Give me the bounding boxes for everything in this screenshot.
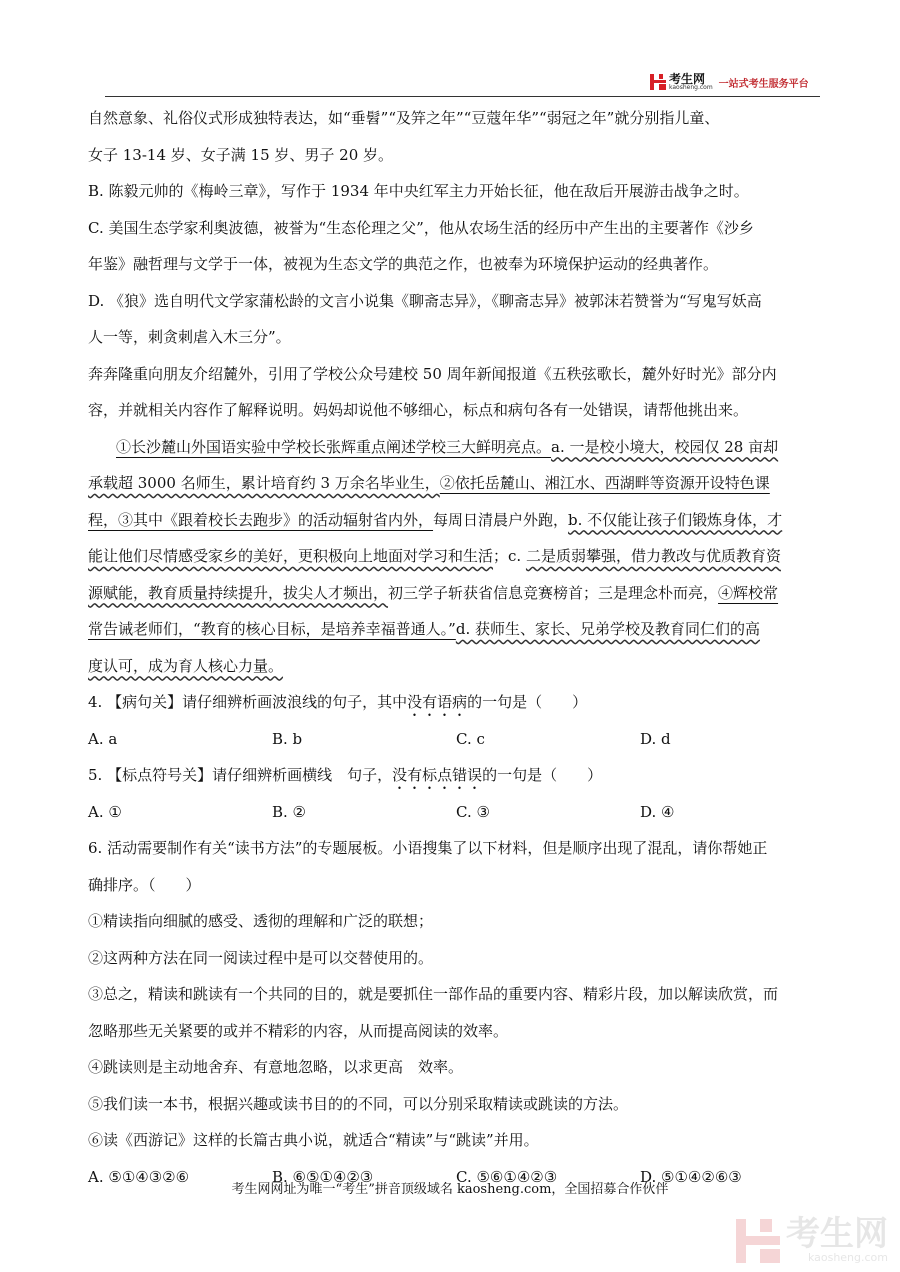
underlined-sentence: 常告诫老师们，“教育的核心目标，是培养幸福普通人。” (88, 620, 456, 638)
wavy-sentence: 二是质弱攀强，借力教改与优质教育资 (525, 547, 781, 565)
option-d-text: D. 《狼》选自明代文学家蒲松龄的文言小说集《聊斋志异》，《聊斋志异》被郭沫若赞誉为“写鬼写妖高 (88, 291, 762, 310)
option-a[interactable]: A. ① (88, 802, 122, 821)
text-line: 容，并就相关内容作了解释说明。妈妈却说他不够细心，标点和病句各有一处错误，请帮他挑出来。 (88, 401, 749, 419)
document-body (88, 100, 828, 1195)
sentence-5: ⑤我们读一本书，根据兴趣或读书目的的不同，可以分别采取精读或跳读的方法。 (88, 1094, 629, 1113)
intro-text: 奔奔隆重向朋友介绍麓外，引用了学校公众号建校 50 周年新闻报道《五秩弦歌长，麓外好时光》部分内 (88, 364, 777, 383)
option-d[interactable]: D. ④ (640, 802, 675, 821)
passage-line (88, 648, 828, 685)
option-c-text: C. 美国生态学家利奥波德，被誉为“生态伦理之父”，他从农场生活的经历中产生出的主要著作《沙乡 (88, 218, 754, 237)
question-4-stem: 4. 【病句关】请仔细辨析画波浪线的句子，其中没有语病的一句是（ ） (88, 693, 588, 711)
option-a[interactable]: A. a (88, 729, 118, 748)
passage-line (88, 465, 828, 502)
passage-line (88, 502, 828, 539)
wavy-sentence: 承载超 3000 名师生，累计培育约 3 万余名毕业生， (88, 474, 440, 492)
sentence-6: ⑥读《西游记》这样的长篇古典小说，就适合“精读”与“跳读”并用。 (88, 1131, 539, 1149)
question-6-stem: 6. 活动需要制作有关“读书方法”的专题展板。小语搜集了以下材料，但是顺序出现了混乱，请你帮她正 (88, 839, 768, 857)
option-a[interactable]: A. ⑤①④③②⑥ (88, 1167, 190, 1186)
text-line: 女子 13-14 岁、女子满 15 岁、男子 20 岁。 (88, 145, 394, 164)
sentence-4: ④跳读则是主动地舍弃、有意地忽略，以求更高 效率。 (88, 1058, 464, 1076)
header-divider (105, 96, 820, 97)
plain-text: ；c. (493, 547, 526, 565)
text-line: 人一等，刺贪刺虐入木三分”。 (88, 328, 291, 346)
logo-domain: kaosheng.com (669, 84, 713, 91)
option-c[interactable]: C. c (456, 729, 485, 748)
question-4-options (88, 721, 828, 758)
watermark-logo-icon (736, 1219, 780, 1263)
news-passage (88, 429, 828, 685)
underlined-sentence: ②依托岳麓山、湘江水、西湖畔等资源开设特色课 (439, 474, 770, 492)
option-b-text: B. 陈毅元帅的《梅岭三章》，写作于 1934 年中央红军主力开始长征，他在敌后开展游击战争之时。 (88, 182, 749, 200)
passage-line (88, 611, 828, 648)
wavy-sentence: b. 不仅能让孩子们锻炼身体，才 (568, 510, 783, 529)
watermark (736, 1214, 888, 1264)
passage-line (116, 429, 828, 466)
option-b[interactable]: B. ② (272, 802, 307, 821)
option-d[interactable]: D. ⑤①④②⑥③ (640, 1167, 742, 1186)
logo-brand: 考生网 (669, 72, 706, 86)
wavy-sentence: 源赋能，教育质量持续提升，拔尖人才频出， (88, 583, 389, 602)
passage-line (88, 538, 828, 575)
option-b[interactable]: B. ⑥⑤①④②③ (272, 1167, 374, 1186)
wavy-sentence: d. 获师生、家长、兄弟学校及教育同仁们的高 (455, 620, 760, 638)
wavy-sentence: a. 一是校小境大，校园仅 28 亩却 (551, 437, 779, 456)
plain-text: 初三学子斩获省信息竞赛榜首；三是理念朴而亮， (388, 583, 719, 602)
option-c[interactable]: C. ③ (456, 802, 490, 821)
site-logo (650, 73, 809, 91)
question-5-options (88, 794, 828, 831)
question-6-stem: 确排序。（ ） (88, 875, 201, 894)
question-5-stem: 5. 【标点符号关】请仔细辨析画横线 句子，没有标点错误的一句是（ ） (88, 766, 603, 784)
watermark-brand: 考生网 (786, 1214, 888, 1254)
page-footer: 考生网网址为唯一“考生”拼音顶级域名 kaosheng.com，全国招募合作伙伴 (231, 1182, 669, 1197)
plain-text: 每周日清晨户外跑， (433, 510, 569, 529)
underlined-sentence: ③其中《跟着校长去跑步》的活动辐射省内外， (118, 510, 434, 529)
option-b[interactable]: B. b (272, 729, 303, 748)
option-d[interactable]: D. d (640, 729, 671, 748)
passage-line (88, 575, 828, 612)
wavy-sentence: 度认可，成为育人核心力量。 (88, 656, 284, 675)
sentence-2: ②这两种方法在同一阅读过程中是可以交替使用的。 (88, 948, 434, 967)
sentence-1: ①精读指向细腻的感受、透彻的理解和广泛的联想； (88, 912, 434, 930)
logo-icon (650, 74, 666, 90)
underlined-sentence: ①长沙麓山外国语实验中学校长张辉重点阐述学校三大鲜明亮点。 (116, 437, 552, 456)
logo-slogan: 一站式考生服务平台 (718, 78, 809, 90)
text-line: 自然意象、礼俗仪式形成独特表达，如“垂髫”“及笄之年”“豆蔻年华”“弱冠之年”就分别指儿童、 (88, 109, 720, 127)
underlined-sentence: 程， (88, 510, 119, 529)
option-c[interactable]: C. ⑤⑥①④②③ (456, 1167, 558, 1186)
text-line: 年鉴》融哲理与文学于一体，被视为生态文学的典范之作，也被奉为环境保护运动的经典著作。 (88, 255, 719, 273)
sentence-3: ③总之，精读和跳读有一个共同的目的，就是要抓住一部作品的重要内容、精彩片段，加以解读欣赏，而 (88, 985, 779, 1003)
sentence-3-cont: 忽略那些无关紧要的或并不精彩的内容，从而提高阅读的效率。 (88, 1021, 509, 1040)
underlined-sentence: ④辉校常 (718, 583, 779, 602)
wavy-sentence: 能让他们尽情感受家乡的美好，更积极向上地面对学习和生活 (88, 547, 494, 565)
watermark-domain: kaosheng.com (807, 1251, 888, 1264)
